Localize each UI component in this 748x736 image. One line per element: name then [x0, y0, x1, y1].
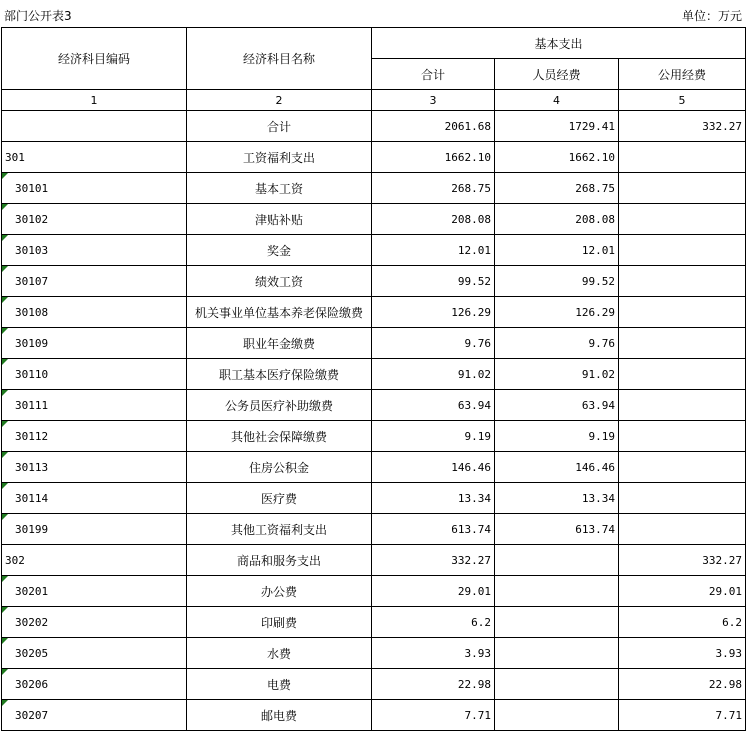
- code-cell[interactable]: 30107: [2, 266, 187, 297]
- sheet-title: 部门公开表3: [4, 9, 72, 23]
- table-row: [2, 638, 746, 669]
- table-row: [2, 545, 746, 576]
- personnel-cell[interactable]: 13.34: [495, 483, 619, 514]
- name-cell[interactable]: 医疗费: [187, 483, 372, 514]
- table-row: [2, 204, 746, 235]
- public-cell[interactable]: [619, 142, 746, 173]
- public-cell[interactable]: [619, 514, 746, 545]
- personnel-cell[interactable]: 12.01: [495, 235, 619, 266]
- total-cell[interactable]: 3.93: [372, 638, 495, 669]
- personnel-cell[interactable]: [495, 638, 619, 669]
- header-public[interactable]: 公用经费: [619, 59, 746, 90]
- table-row: [2, 607, 746, 638]
- public-cell[interactable]: [619, 390, 746, 421]
- code-cell[interactable]: 30113: [2, 452, 187, 483]
- code-cell[interactable]: 30201: [2, 576, 187, 607]
- code-cell[interactable]: 30205: [2, 638, 187, 669]
- header-code[interactable]: 经济科目编码: [2, 28, 187, 90]
- public-cell[interactable]: 22.98: [619, 669, 746, 700]
- header-personnel[interactable]: 人员经费: [495, 59, 619, 90]
- header-total[interactable]: 合计: [372, 59, 495, 90]
- total-cell[interactable]: 332.27: [372, 545, 495, 576]
- unit-label: 单位：万元: [681, 9, 742, 23]
- total-cell[interactable]: 29.01: [372, 576, 495, 607]
- table-row: [2, 173, 746, 204]
- column-number[interactable]: 2: [187, 90, 372, 111]
- name-cell[interactable]: 水费: [187, 638, 372, 669]
- code-cell[interactable]: 30207: [2, 700, 187, 731]
- name-cell[interactable]: 其他社会保障缴费: [187, 421, 372, 452]
- personnel-cell[interactable]: 9.76: [495, 328, 619, 359]
- name-cell[interactable]: 电费: [187, 669, 372, 700]
- table-row: [2, 669, 746, 700]
- table-row: [2, 390, 746, 421]
- public-cell[interactable]: [619, 266, 746, 297]
- table-row: [2, 514, 746, 545]
- public-cell[interactable]: 29.01: [619, 576, 746, 607]
- name-cell[interactable]: 住房公积金: [187, 452, 372, 483]
- public-cell[interactable]: [619, 204, 746, 235]
- total-cell[interactable]: 99.52: [372, 266, 495, 297]
- public-cell[interactable]: [619, 483, 746, 514]
- total-cell[interactable]: 91.02: [372, 359, 495, 390]
- personnel-cell[interactable]: 9.19: [495, 421, 619, 452]
- public-cell[interactable]: [619, 328, 746, 359]
- name-cell[interactable]: 津贴补贴: [187, 204, 372, 235]
- total-cell[interactable]: 9.76: [372, 328, 495, 359]
- total-cell[interactable]: 9.19: [372, 421, 495, 452]
- public-cell[interactable]: 332.27: [619, 545, 746, 576]
- code-cell[interactable]: 30206: [2, 669, 187, 700]
- public-cell[interactable]: 3.93: [619, 638, 746, 669]
- sheet-header: [0, 0, 748, 27]
- total-cell[interactable]: 126.29: [372, 297, 495, 328]
- personnel-cell[interactable]: [495, 700, 619, 731]
- total-cell[interactable]: 6.2: [372, 607, 495, 638]
- table-row: [2, 359, 746, 390]
- code-cell[interactable]: [2, 111, 187, 142]
- code-cell[interactable]: 30112: [2, 421, 187, 452]
- public-cell[interactable]: [619, 359, 746, 390]
- name-cell[interactable]: 办公费: [187, 576, 372, 607]
- header-name[interactable]: 经济科目名称: [187, 28, 372, 90]
- personnel-cell[interactable]: [495, 576, 619, 607]
- name-cell[interactable]: 绩效工资: [187, 266, 372, 297]
- total-cell[interactable]: 208.08: [372, 204, 495, 235]
- name-cell[interactable]: 邮电费: [187, 700, 372, 731]
- public-cell[interactable]: [619, 421, 746, 452]
- table-row: [2, 576, 746, 607]
- column-number-row: [2, 90, 746, 111]
- table-row: [2, 111, 746, 142]
- total-cell[interactable]: 7.71: [372, 700, 495, 731]
- name-cell[interactable]: 奖金: [187, 235, 372, 266]
- personnel-cell[interactable]: 99.52: [495, 266, 619, 297]
- total-cell[interactable]: 12.01: [372, 235, 495, 266]
- name-cell[interactable]: 基本工资: [187, 173, 372, 204]
- table-row: [2, 421, 746, 452]
- name-cell[interactable]: 印刷费: [187, 607, 372, 638]
- public-cell[interactable]: [619, 173, 746, 204]
- total-cell[interactable]: 22.98: [372, 669, 495, 700]
- personnel-cell[interactable]: 208.08: [495, 204, 619, 235]
- column-number[interactable]: 1: [2, 90, 187, 111]
- table-row: [2, 235, 746, 266]
- code-cell[interactable]: 30109: [2, 328, 187, 359]
- name-cell[interactable]: 合计: [187, 111, 372, 142]
- personnel-cell[interactable]: [495, 607, 619, 638]
- total-cell[interactable]: 2061.68: [372, 111, 495, 142]
- personnel-cell[interactable]: 613.74: [495, 514, 619, 545]
- name-cell[interactable]: 职工基本医疗保险缴费: [187, 359, 372, 390]
- table-row: [2, 483, 746, 514]
- table-row: [2, 700, 746, 731]
- total-cell[interactable]: 63.94: [372, 390, 495, 421]
- public-cell[interactable]: 6.2: [619, 607, 746, 638]
- personnel-cell[interactable]: 1662.10: [495, 142, 619, 173]
- personnel-cell[interactable]: 146.46: [495, 452, 619, 483]
- code-cell[interactable]: 30108: [2, 297, 187, 328]
- table-row: [2, 266, 746, 297]
- table-row: [2, 328, 746, 359]
- code-cell[interactable]: 30103: [2, 235, 187, 266]
- expenditure-table: [1, 27, 746, 731]
- code-cell[interactable]: 30110: [2, 359, 187, 390]
- column-number[interactable]: 3: [372, 90, 495, 111]
- code-cell[interactable]: 302: [2, 545, 187, 576]
- table-row: [2, 452, 746, 483]
- public-cell[interactable]: [619, 235, 746, 266]
- name-cell[interactable]: 商品和服务支出: [187, 545, 372, 576]
- total-cell[interactable]: 146.46: [372, 452, 495, 483]
- total-cell[interactable]: 613.74: [372, 514, 495, 545]
- personnel-cell[interactable]: 1729.41: [495, 111, 619, 142]
- name-cell[interactable]: 工资福利支出: [187, 142, 372, 173]
- code-cell[interactable]: 301: [2, 142, 187, 173]
- table-row: [2, 297, 746, 328]
- personnel-cell[interactable]: [495, 545, 619, 576]
- name-cell[interactable]: 职业年金缴费: [187, 328, 372, 359]
- name-cell[interactable]: 机关事业单位基本养老保险缴费: [187, 297, 372, 328]
- code-cell[interactable]: 30202: [2, 607, 187, 638]
- public-cell[interactable]: 332.27: [619, 111, 746, 142]
- personnel-cell[interactable]: 91.02: [495, 359, 619, 390]
- name-cell[interactable]: 公务员医疗补助缴费: [187, 390, 372, 421]
- personnel-cell[interactable]: 268.75: [495, 173, 619, 204]
- personnel-cell[interactable]: [495, 669, 619, 700]
- column-number[interactable]: 4: [495, 90, 619, 111]
- public-cell[interactable]: [619, 452, 746, 483]
- code-cell[interactable]: 30102: [2, 204, 187, 235]
- name-cell[interactable]: 其他工资福利支出: [187, 514, 372, 545]
- public-cell[interactable]: [619, 297, 746, 328]
- total-cell[interactable]: 1662.10: [372, 142, 495, 173]
- column-number[interactable]: 5: [619, 90, 746, 111]
- personnel-cell[interactable]: 63.94: [495, 390, 619, 421]
- code-cell[interactable]: 30114: [2, 483, 187, 514]
- total-cell[interactable]: 268.75: [372, 173, 495, 204]
- header-basic-expenditure[interactable]: 基本支出: [372, 28, 746, 59]
- total-cell[interactable]: 13.34: [372, 483, 495, 514]
- public-cell[interactable]: 7.71: [619, 700, 746, 731]
- personnel-cell[interactable]: 126.29: [495, 297, 619, 328]
- table-row: [2, 142, 746, 173]
- code-cell[interactable]: 30101: [2, 173, 187, 204]
- code-cell[interactable]: 30199: [2, 514, 187, 545]
- code-cell[interactable]: 30111: [2, 390, 187, 421]
